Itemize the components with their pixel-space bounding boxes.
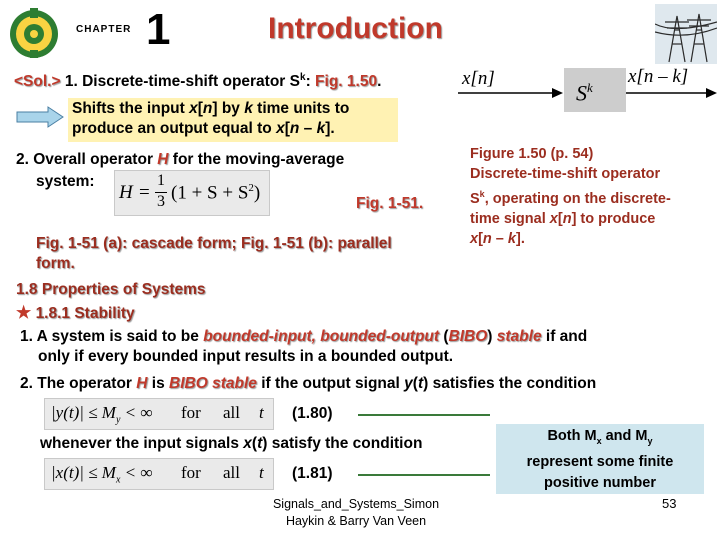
diagram-input-label: x[n] [462, 68, 495, 89]
eq181-label: (1.81) [292, 465, 333, 482]
sol-colon: : [305, 73, 311, 91]
caption-title: Figure 1.50 (p. 54) [470, 146, 594, 162]
shift-operator-block [564, 68, 626, 112]
subsection-heading: ★ 1.8.1 Stability [16, 303, 135, 322]
fig151-note: Fig. 1-51 (a): cascade form; Fig. 1-51 (b): parallel form. [36, 235, 392, 272]
eq180-label: (1.80) [292, 405, 333, 422]
equation-1-80: $|y(t)| \le M_y$ < ∞ for all t [44, 398, 274, 430]
chapter-number: 1 [146, 5, 171, 54]
diagram-input-arrow [458, 86, 564, 100]
note-line1: Both $M_x$ and $M_y$ [547, 428, 653, 446]
figure-caption [470, 144, 716, 249]
item2-line1: 2. Overall operator H for the moving-average [16, 151, 345, 168]
power-tower-image [655, 4, 717, 64]
fig150-ref[interactable]: Fig. 1.50 [315, 73, 378, 91]
equation-1-81: $|x(t)| \le M_x$ < ∞ for all t [44, 458, 274, 490]
eq180-connector-line [358, 414, 490, 416]
whenever-line: whenever the input signals x(t) satisfy the condition [40, 435, 423, 452]
shift-note-box [68, 98, 398, 142]
caption-line2: $S^k$, operating on the discrete- [470, 189, 671, 207]
page-title: Introduction [268, 12, 443, 45]
item2-line2: system: [36, 173, 95, 190]
shift-note-line1: Shifts the input x[n] by k time units to [72, 100, 350, 117]
star-icon: ★ [16, 303, 32, 322]
note-line3: positive number [544, 474, 656, 491]
note-line2: represent some finite [526, 453, 674, 470]
sol-sup: k [300, 72, 306, 83]
diagram-output-arrow [626, 86, 718, 100]
sol-line [14, 68, 381, 92]
shift-note-line2: produce an output equal to x[n – k]. [72, 120, 335, 137]
university-logo [4, 4, 64, 60]
sol-dot: . [377, 73, 382, 91]
caption-line1: Discrete-time-shift operator [470, 166, 661, 182]
diagram-output-label: x[n – k] [628, 66, 689, 87]
stability-point-2: 2. The operator H is BIBO stable if the output signal y(t) satisfies the condition [20, 375, 597, 392]
stability-point-1: 1. A system is said to be bounded-input, bounded-output (BIBO) stable if and only if every bounded input results in a bounded output. [20, 328, 588, 365]
page-number: 53 [662, 496, 677, 511]
chapter-label: CHAPTER [76, 24, 132, 35]
caption-line3: time signal x[n] to produce [470, 210, 656, 227]
caption-line4: x[n – k]. [470, 230, 525, 247]
fig151-ref[interactable]: Fig. 1-51. [356, 195, 424, 212]
eq181-connector-line [358, 474, 490, 476]
section-heading: 1.8 Properties of Systems [16, 281, 206, 298]
sol-text: 1. Discrete-time-shift operator S [64, 73, 300, 91]
bounds-note-box [496, 424, 704, 494]
shift-operator-label: $S^k$ [576, 80, 593, 106]
equation-H: H = 1 3 $(1 + S + S^2)$ [114, 170, 270, 216]
sol-tag: <Sol.> [14, 73, 61, 91]
source-citation: Signals_and_Systems_Simon Haykin & Barry Van Veen [272, 497, 440, 528]
right-arrow-icon [16, 106, 64, 128]
